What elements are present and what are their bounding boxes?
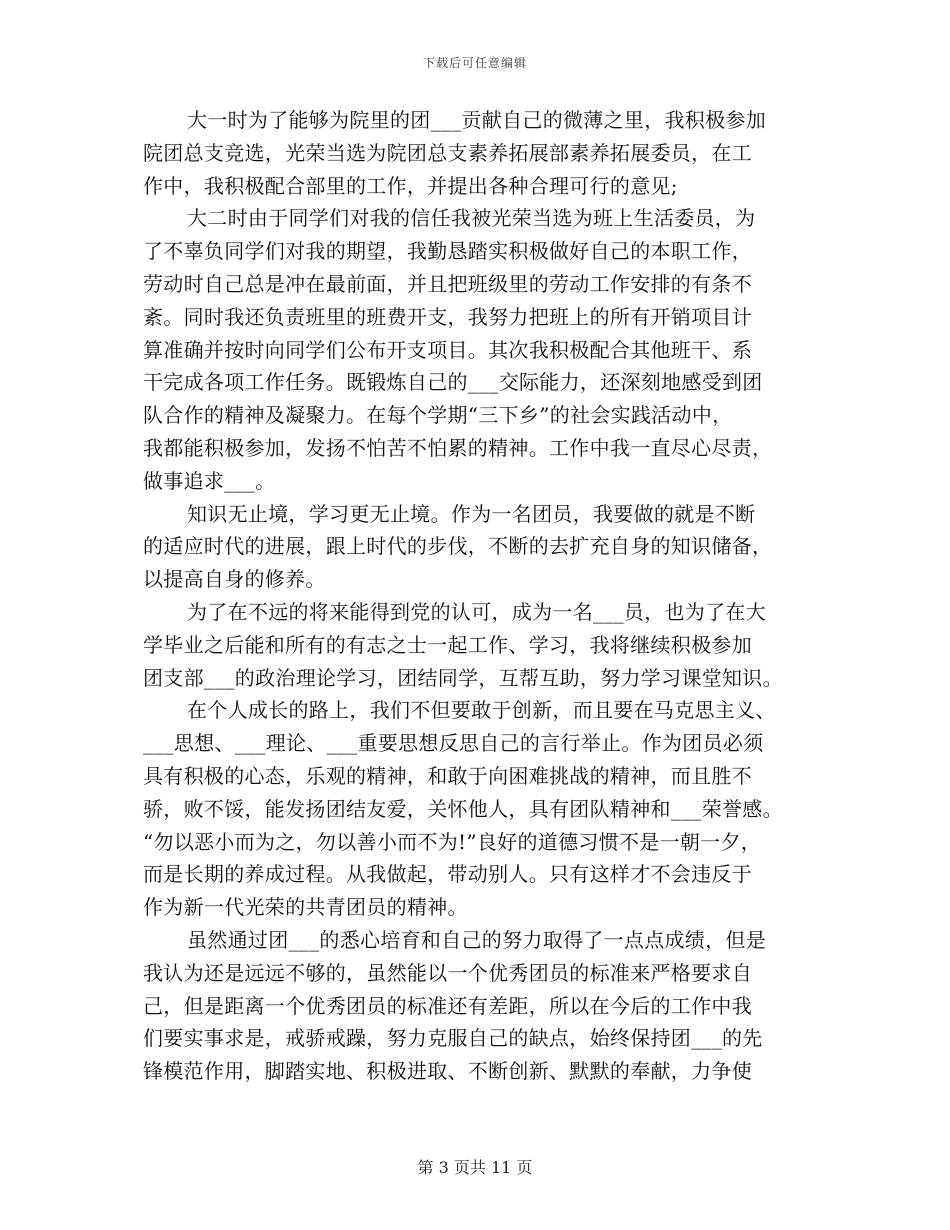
text-line: 的适应时代的进展，跟上时代的步伐，不断的去扩充自身的知识储备， bbox=[143, 534, 773, 559]
text-line: 具有积极的心态，乐观的精神，和敢于向困难挑战的精神，而且胜不 bbox=[143, 763, 752, 788]
text-line: 大二时由于同学们对我的信任我被光荣当选为班上生活委员，为 bbox=[187, 206, 756, 231]
text-line: 大一时为了能够为院里的团___贡献自己的微薄之里，我积极参加 bbox=[187, 108, 766, 132]
text-line: 以提高自身的修养。 bbox=[143, 567, 326, 592]
text-line: 骄，败不馁，能发扬团结友爱，关怀他人，具有团队精神和___荣誉感。 bbox=[143, 796, 783, 821]
text-line: 干完成各项工作任务。既锻炼自己的___交际能力，还深刻地感受到团 bbox=[143, 370, 763, 395]
text-line: 团支部___的政治理论学习，团结同学，互帮互助，努力学习课堂知识。 bbox=[143, 665, 783, 690]
text-line: 我都能积极参加，发扬不怕苦不怕累的精神。工作中我一直尽心尽责， bbox=[143, 435, 773, 460]
text-line: 队合作的精神及凝聚力。在每个学期“三下乡”的社会实践活动中， bbox=[143, 403, 733, 428]
text-line: 紊。同时我还负责班里的班费开支，我努力把班上的所有开销项目计 bbox=[143, 304, 752, 329]
document-body bbox=[143, 104, 815, 1088]
text-line: 而是长期的养成过程。从我做起，带动别人。只有这样才不会违反于 bbox=[143, 862, 752, 887]
page-header: 下载后可任意编辑 bbox=[422, 56, 527, 70]
text-line: 己，但是距离一个优秀团员的标准还有差距，所以在今后的工作中我 bbox=[143, 993, 752, 1018]
text-line: ___思想、___理论、___重要思想反思自己的言行举止。作为团员必须 bbox=[143, 731, 764, 756]
text-line: 们要实事求是，戒骄戒躁，努力克服自己的缺点，始终保持团___的先 bbox=[143, 1026, 763, 1051]
paragraph-1 bbox=[143, 104, 815, 202]
text-line: 为了在不远的将来能得到党的认可，成为一名___员，也为了在大 bbox=[187, 599, 766, 624]
paragraph-4 bbox=[143, 596, 815, 694]
paragraph-3 bbox=[143, 498, 815, 596]
paragraph-5 bbox=[143, 694, 815, 924]
text-line: 劳动时自己总是冲在最前面，并且把班级里的劳动工作安排的有条不 bbox=[143, 271, 752, 296]
text-line: 了不辜负同学们对我的期望，我勤恳踏实积极做好自己的本职工作， bbox=[143, 239, 752, 264]
text-line: 知识无止境，学习更无止境。作为一名团员，我要做的就是不断 bbox=[187, 501, 756, 526]
text-line: 作中，我积极配合部里的工作，并提出各种合理可行的意见; bbox=[143, 173, 678, 198]
text-line: 我认为还是远远不够的，虽然能以一个优秀团员的标准来严格要求自 bbox=[143, 960, 752, 985]
text-line: 锋模范作用，脚踏实地、积极进取、不断创新、默默的奉献，力争使 bbox=[143, 1059, 752, 1084]
text-line: “勿以恶小而为之，勿以善小而不为!”良好的道德习惯不是一朝一夕， bbox=[143, 829, 762, 854]
page-footer: 第 3 页共 11 页 bbox=[417, 1158, 533, 1177]
text-line: 院团总支竞选，光荣当选为院团总支素养拓展部素养拓展委员，在工 bbox=[143, 140, 752, 165]
text-line: 做事追求___。 bbox=[143, 468, 276, 493]
text-line: 学毕业之后能和所有的有志之士一起工作、学习，我将继续积极参加 bbox=[143, 632, 752, 657]
text-line: 算准确并按时向同学们公布开支项目。其次我积极配合其他班干、系 bbox=[143, 337, 752, 362]
text-line: 在个人成长的路上，我们不但要敢于创新，而且要在马克思主义、 bbox=[187, 698, 776, 723]
text-line: 虽然通过团___的悉心培育和自己的努力取得了一点点成绩，但是 bbox=[187, 927, 766, 952]
paragraph-2 bbox=[143, 202, 815, 497]
text-line: 作为新一代光荣的共青团员的精神。 bbox=[143, 895, 468, 920]
paragraph-6 bbox=[143, 924, 815, 1088]
